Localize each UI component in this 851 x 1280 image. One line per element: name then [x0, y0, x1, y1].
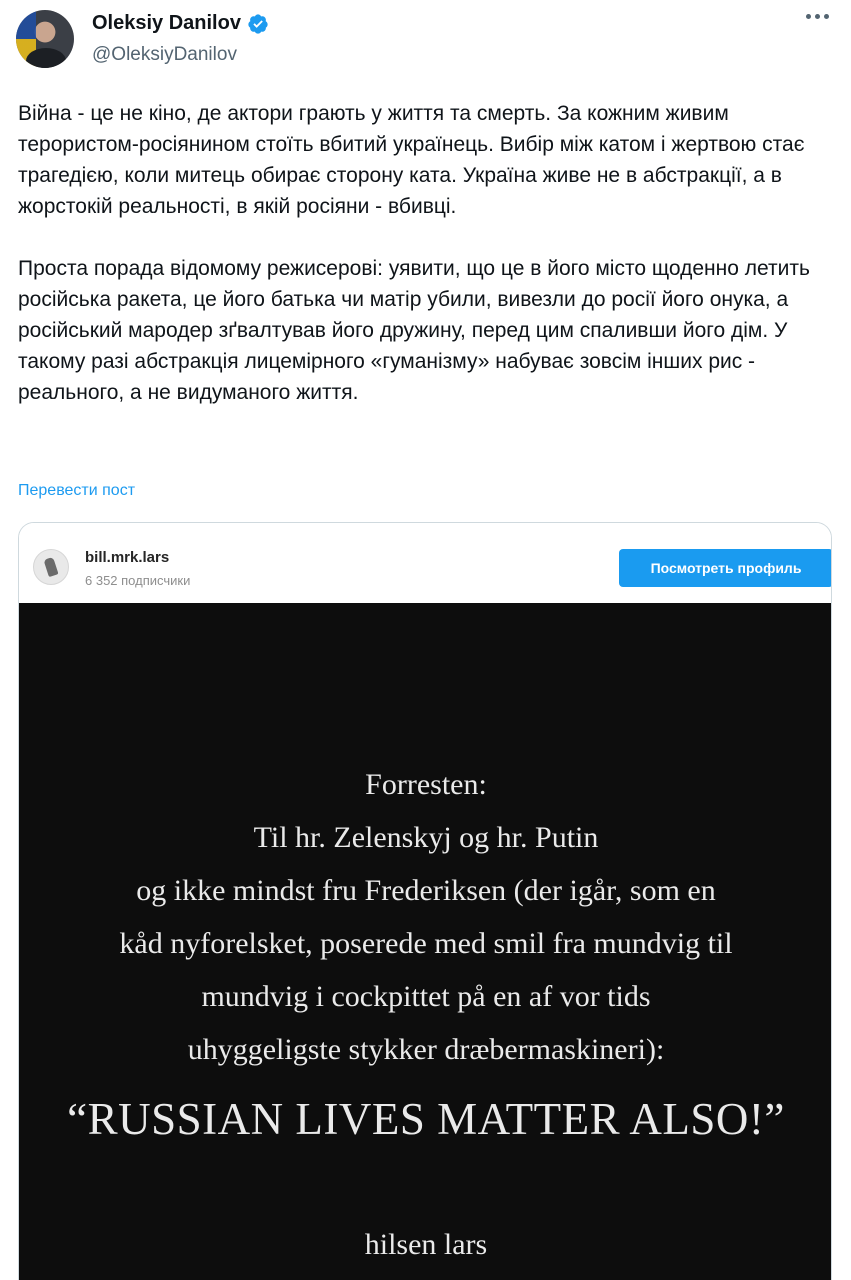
- tweet-body: [18, 98, 838, 408]
- author-name-row: [92, 12, 269, 35]
- post-text-line: Forresten:: [365, 768, 487, 801]
- view-profile-button[interactable]: Посмотреть профиль: [619, 549, 832, 587]
- instagram-profile-bar: [19, 523, 832, 603]
- more-options-icon[interactable]: [806, 14, 829, 19]
- dot: [806, 14, 811, 19]
- instagram-username[interactable]: bill.mrk.lars: [85, 549, 170, 566]
- author-name[interactable]: Oleksiy Danilov: [92, 12, 241, 34]
- author-avatar[interactable]: [16, 10, 74, 68]
- avatar-figure: [26, 48, 66, 68]
- tweet-paragraph: Війна - це не кіно, де актори грають у життя та смерть. За кожним живим терористом-росіянином стоїть вбитий українець. Вибір між катом і жертвою стає трагедією, коли митець обирає сторону ката. Україна живе не в абстракції, а в жорстокій реальності, в якій росіяни - вбивці.: [18, 102, 805, 218]
- post-signature: hilsen lars: [364, 1228, 488, 1261]
- instagram-avatar[interactable]: [33, 549, 69, 585]
- author-handle[interactable]: @OleksiyDanilov: [92, 44, 237, 65]
- dot: [815, 14, 820, 19]
- post-text-line: kåd nyforelsket, poserede med smil fra mundvig til: [119, 927, 733, 960]
- post-text-line: mundvig i cockpittet på en af vor tids: [201, 980, 651, 1013]
- post-slogan: “RUSSIAN LIVES MATTER ALSO!”: [67, 1094, 785, 1144]
- post-text-line: uhyggeligste stykker dræbermaskineri):: [187, 1033, 665, 1066]
- dot: [824, 14, 829, 19]
- tweet-header: [0, 0, 851, 80]
- tweet-paragraph: Проста порада відомому режисерові: уявити, що це в його місто щоденно летить російська ракета, це його батька чи матір убили, вивезли до росії його онука, а російський мародер зґвалтував його дружину, перед цим спаливши його дім. У такому разі абстракція лицемірного «гуманізму» набуває зовсім інших рис - реального, а не видуманого життя.: [18, 257, 810, 404]
- translate-post-link[interactable]: Перевести пост: [18, 482, 136, 499]
- embedded-image[interactable]: [18, 522, 832, 1280]
- post-text-line: Til hr. Zelenskyj og hr. Putin: [253, 821, 599, 854]
- verified-badge-icon: [247, 13, 269, 35]
- instagram-post-image: [19, 603, 832, 1280]
- post-text-line: og ikke mindst fru Frederiksen (der igår, som en: [136, 874, 716, 907]
- instagram-subscribers: 6 352 подписчики: [85, 573, 191, 588]
